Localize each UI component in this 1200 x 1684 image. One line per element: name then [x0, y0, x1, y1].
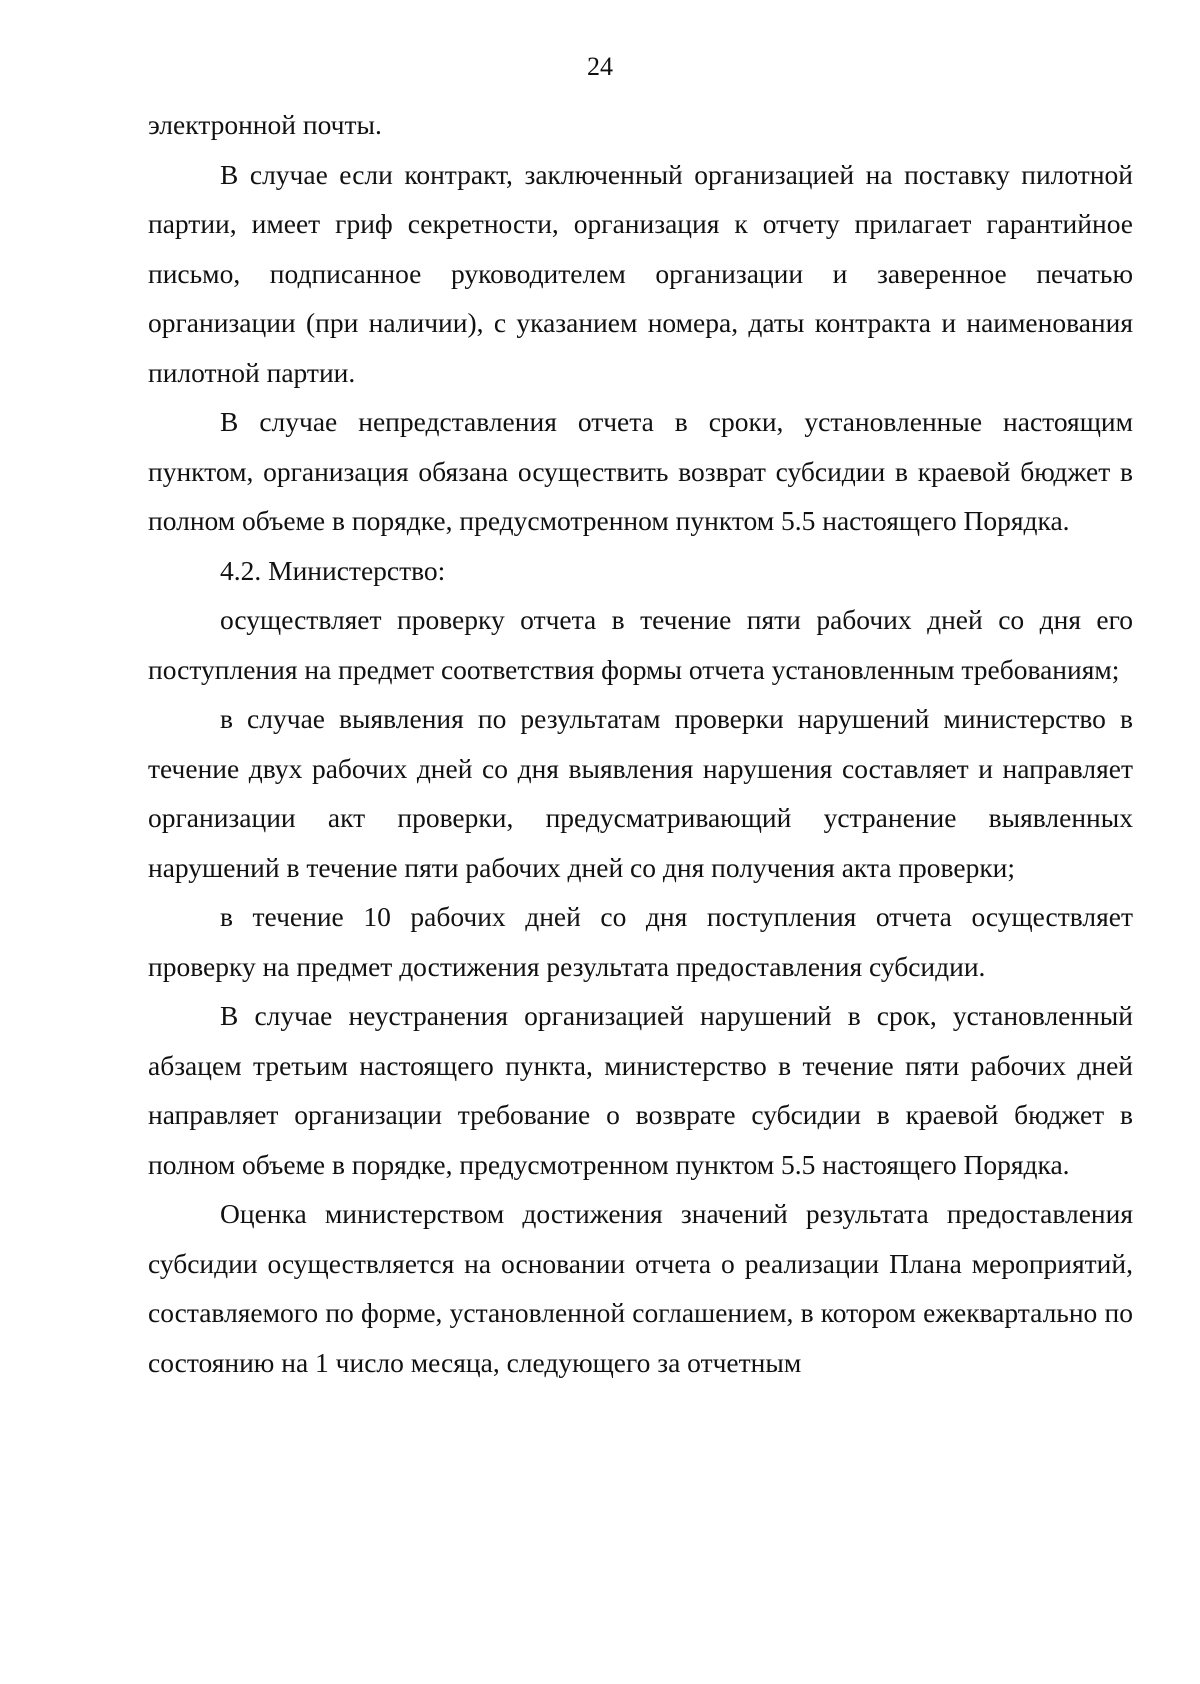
paragraph-email-ending: электронной почты.: [148, 109, 382, 140]
paragraph-violations: в случае выявления по результатам проверки нарушений министерство в течение двух рабочих дней со дня выявления нарушения составляет и направляет организации акт проверки, предусматривающий устранение выявленных нарушений в течение пяти рабочих дней со дня получения акта проверки;: [148, 703, 1133, 883]
page-number: 24: [587, 52, 613, 81]
paragraph-result-check: в течение 10 рабочих дней со дня поступления отчета осуществляет проверку на предмет достижения результата предоставления субсидии.: [148, 901, 1133, 982]
paragraph-assessment: Оценка министерством достижения значений результата предоставления субсидии осуществляется на основании отчета о реализации Плана мероприятий, составляемого по форме, установленной соглашением, в котором ежеквартально по состоянию на 1 число месяца, следующего за отчетным: [148, 1198, 1133, 1378]
document-body: [148, 100, 1133, 1387]
paragraph-secret-contract: В случае если контракт, заключенный организацией на поставку пилотной партии, имеет гриф секретности, организация к отчету прилагает гарантийное письмо, подписанное руководителем организации и заверенное печатью организации (при наличии), с указанием номера, даты контракта и наименования пилотной партии.: [148, 158, 1133, 388]
section-heading-4-2: 4.2. Министерство:: [220, 554, 446, 586]
paragraph-report-check: осуществляет проверку отчета в течение пяти рабочих дней со дня его поступления на предмет соответствия формы отчета установленным требованиям;: [148, 604, 1133, 685]
paragraph-non-submission: В случае непредставления отчета в сроки, установленные настоящим пунктом, организация обязана осуществить возврат субсидии в краевой бюджет в полном объеме в порядке, предусмотренном пунктом 5.5 настоящего Порядка.: [148, 406, 1133, 536]
paragraph-non-elimination: В случае неустранения организацией нарушений в срок, установленный абзацем третьим настоящего пункта, министерство в течение пяти рабочих дней направляет организации требование о возврате субсидии в краевой бюджет в полном объеме в порядке, предусмотренном пунктом 5.5 настоящего Порядка.: [148, 1000, 1133, 1180]
